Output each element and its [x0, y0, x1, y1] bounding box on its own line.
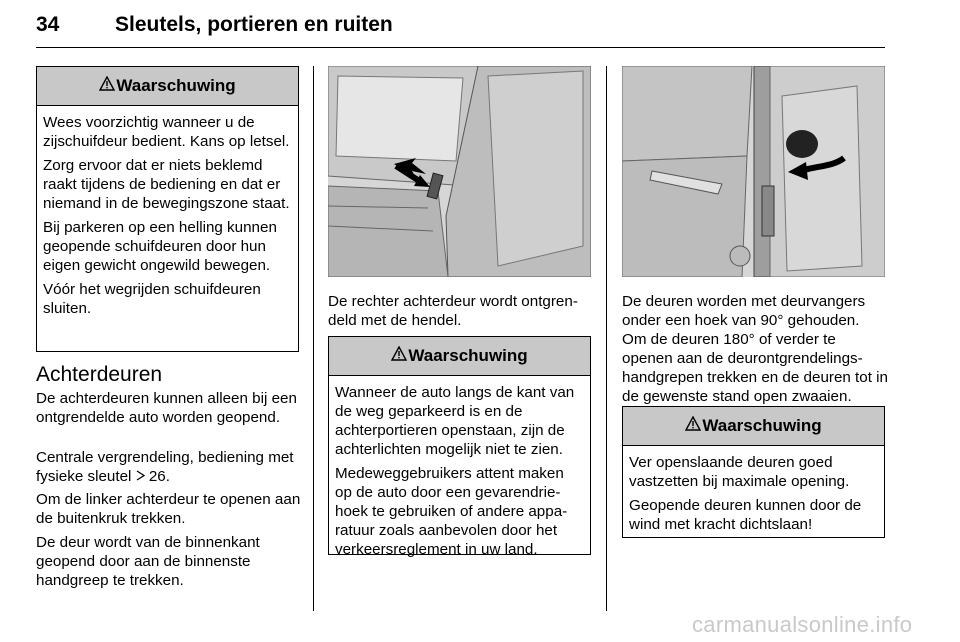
- page-number: 34: [36, 13, 60, 36]
- warning-box-sliding-door: [36, 66, 299, 352]
- warning-triangle-icon: [391, 346, 407, 366]
- warning-box-visibility: [328, 336, 591, 558]
- reference-page: 26.: [148, 468, 170, 485]
- figure-caption: De rechter achterdeur wordt ontgren-deld met de hendel.: [328, 293, 578, 329]
- warning-header: [37, 67, 298, 106]
- body-paragraph-reference: [36, 448, 301, 486]
- warning-body: [329, 376, 590, 568]
- warning-paragraph: Geopende deuren kunnen door de wind met kracht dichtslaan!: [629, 497, 862, 533]
- warning-paragraph: Zorg ervoor dat er niets beklemd raakt tijdens de bediening en dat er niemand in de bewegingszone staat.: [43, 157, 290, 212]
- warning-paragraph: Wanneer de auto langs de kant van de weg geparkeerd is en de achterportieren openstaan, zijn de achterlichten mogelijk niet te zien.: [335, 384, 575, 458]
- body-paragraph: De achterdeuren kunnen alleen bij een ontgrendelde auto worden geopend.: [36, 390, 297, 426]
- warning-triangle-icon: [685, 416, 701, 436]
- warning-body: [37, 106, 298, 327]
- warning-title: Waarschuwing: [702, 416, 822, 435]
- column-divider-right: [606, 66, 607, 611]
- watermark: carmanualsonline.info: [692, 612, 913, 637]
- body-paragraph: De deur wordt van de binnenkant geopend door aan de binnenste handgreep te trekken.: [36, 534, 260, 589]
- warning-paragraph: Medeweggebruikers attent maken op de auto door een gevarendrie-hoek te gebruiken of andere appa-ratuur zoals aanbevolen door het verkeersreglement in uw land.: [335, 465, 568, 558]
- figure-caption: De deuren worden met deurvangers onder een hoek van 90° gehouden. Om de deuren 180° of verder te openen aan de deurontgrendelings-handgrepen trekken en de deuren tot in de gewenste stand open zwaaien.: [622, 293, 888, 405]
- warning-body: [623, 446, 884, 543]
- page-title: Sleutels, portieren en ruiten: [115, 13, 393, 36]
- warning-title: Waarschuwing: [116, 76, 236, 95]
- warning-paragraph: Vóór het wegrijden schuifdeuren sluiten.: [43, 281, 261, 317]
- body-paragraph: Om de linker achterdeur te openen aan de buitenkruk trekken.: [36, 491, 301, 527]
- warning-title: Waarschuwing: [408, 346, 528, 365]
- page-reference-arrow-icon: [136, 468, 145, 485]
- warning-header: [329, 337, 590, 376]
- column-divider-left: [313, 66, 314, 611]
- reference-text: Centrale vergrendeling, bediening met fysieke sleutel: [36, 449, 294, 485]
- header-rule: [36, 47, 885, 48]
- warning-paragraph: Wees voorzichtig wanneer u de zijschuifdeur bedient. Kans op letsel.: [43, 114, 290, 150]
- rear-door-lever-illustration: [328, 66, 591, 277]
- warning-header: [623, 407, 884, 446]
- door-stop-illustration: [622, 66, 885, 277]
- section-heading: Achterdeuren: [36, 363, 163, 386]
- warning-paragraph: Bij parkeren op een helling kunnen geopende schuifdeuren door hun eigen gewicht ongewild bewegen.: [43, 219, 277, 274]
- warning-triangle-icon: [99, 76, 115, 96]
- warning-box-door-wind: [622, 406, 885, 538]
- warning-paragraph: Ver openslaande deuren goed vastzetten bij maximale opening.: [629, 454, 850, 490]
